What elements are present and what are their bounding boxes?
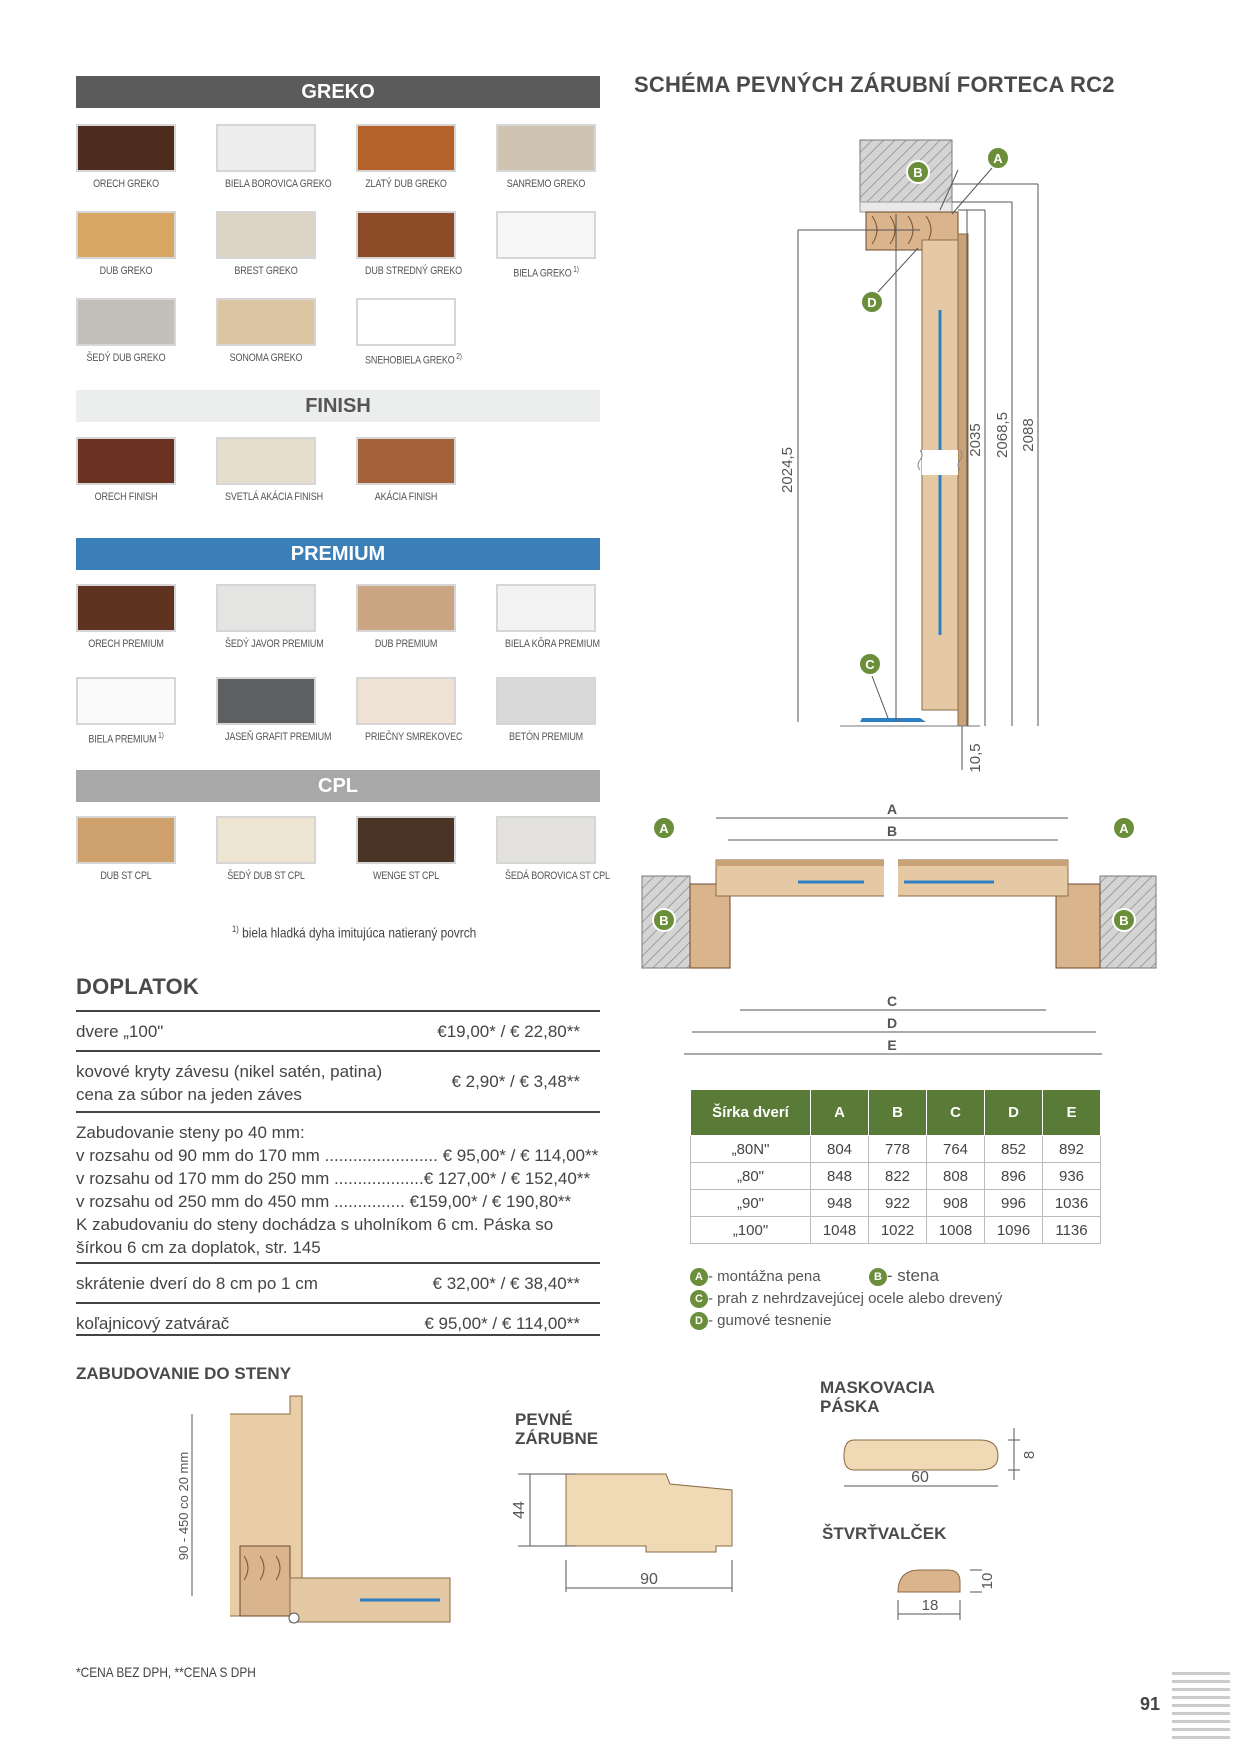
swatch-label: SONOMA GREKO xyxy=(229,352,303,364)
legend-c-key: C xyxy=(690,1290,708,1308)
swatch-chip xyxy=(496,124,596,172)
finish-header: FINISH xyxy=(76,390,600,422)
swatch-label: ŠEDÝ DUB ST CPL xyxy=(227,870,305,882)
table-header: D xyxy=(985,1090,1043,1136)
maskovacia-height: 8 xyxy=(1021,1450,1038,1460)
schema-title: SCHÉMA PEVNÝCH ZÁRUBNÍ FORTECA RC2 xyxy=(634,72,1115,97)
horizontal-section-diagram xyxy=(640,788,1160,1068)
swatch-chip xyxy=(76,211,176,259)
legend-d-text: - gumové tesnenie xyxy=(708,1312,832,1330)
swatch-chip xyxy=(496,816,596,864)
swatch-chip xyxy=(356,298,456,346)
swatch-label: BIELA PREMIUM $^{1)}$ xyxy=(88,731,164,746)
page-decor-lines xyxy=(1172,1672,1230,1744)
svg-text:A: A xyxy=(1119,821,1129,836)
swatch-chip xyxy=(356,437,456,485)
frame-right xyxy=(1056,884,1100,968)
wall-section xyxy=(860,140,952,202)
swatch-label: SNEHOBIELA GREKO $^{2)}$ xyxy=(365,352,462,367)
swatch-label: ŠEDÝ JAVOR PREMIUM xyxy=(225,638,324,650)
svg-text:A: A xyxy=(993,151,1003,166)
swatch-chip xyxy=(76,437,176,485)
table-cell: 1048 xyxy=(811,1217,869,1244)
doplatok-bottom-rule xyxy=(76,1334,600,1336)
doplatok-row xyxy=(76,1050,600,1111)
table-cell: 822 xyxy=(869,1163,927,1190)
dim-c: C xyxy=(886,993,898,1009)
price-note: *CENA BEZ DPH, **CENA S DPH xyxy=(76,1664,256,1680)
swatch-chip xyxy=(216,124,316,172)
greko-swatch xyxy=(76,298,176,364)
fixed-frame-profile xyxy=(511,1460,756,1610)
frame-left xyxy=(690,884,730,968)
premium-swatch xyxy=(216,584,324,650)
swatch-label: DUB ST CPL xyxy=(100,870,152,882)
quarter-round-profile xyxy=(890,1554,1000,1624)
maskovacia-title xyxy=(820,1378,935,1416)
swatch-chip xyxy=(356,584,456,632)
doplatok-price: € 2,90* / € 3,48** xyxy=(451,1072,580,1091)
table-header: A xyxy=(811,1090,869,1136)
doplatok-row xyxy=(76,1010,600,1050)
cpl-swatch xyxy=(496,816,610,882)
swatch-label: DUB PREMIUM xyxy=(374,638,438,650)
swatch-chip xyxy=(76,124,176,172)
svg-text:B: B xyxy=(913,165,923,180)
premium-swatch xyxy=(216,677,332,743)
swatch-label: ŠEDÁ BOROVICA ST CPL xyxy=(505,870,610,882)
doplatok-row xyxy=(76,1262,600,1302)
dim-b: B xyxy=(886,823,898,839)
table-cell: 804 xyxy=(811,1136,869,1163)
premium-swatch xyxy=(496,584,600,650)
swatch-label: BETÓN PREMIUM xyxy=(508,731,584,743)
legend xyxy=(690,1266,1002,1330)
swatch-chip xyxy=(76,298,176,346)
greko-swatch xyxy=(356,211,462,277)
swatch-footnote-marker: 1) xyxy=(156,731,164,740)
wall-installation-diagram xyxy=(170,1396,460,1636)
greko-swatch xyxy=(76,211,176,277)
swatch-label: WENGE ST CPL xyxy=(372,870,440,882)
zabudovanie-title: ZABUDOVANIE DO STENY xyxy=(76,1364,292,1383)
premium-swatch xyxy=(356,677,463,743)
table-row xyxy=(691,1190,1101,1217)
swatch-footnote-marker: 2) xyxy=(454,352,462,361)
swatch-label: ŠEDÝ DUB GREKO xyxy=(86,352,166,364)
swatch-chip xyxy=(356,211,456,259)
finish-swatch xyxy=(76,437,176,503)
table-cell: „80N" xyxy=(691,1136,811,1163)
stvrt-height: 10 xyxy=(979,1572,996,1590)
premium-swatch xyxy=(76,584,176,650)
table-row xyxy=(691,1217,1101,1244)
legend-a-key: A xyxy=(690,1268,708,1286)
doplatok-item: skrátenie dverí do 8 cm po 1 cm xyxy=(76,1274,318,1293)
doplatok-price: € 95,00* / € 114,00** xyxy=(424,1314,580,1333)
table-cell: 1022 xyxy=(869,1217,927,1244)
table-cell: „90" xyxy=(691,1190,811,1217)
stvrtvalcek-title: ŠTVRŤVALČEK xyxy=(822,1524,947,1543)
table-cell: „80" xyxy=(691,1163,811,1190)
table-cell: 764 xyxy=(927,1136,985,1163)
swatch-footnote-marker: 1) xyxy=(571,265,579,274)
dim-e: E xyxy=(887,1037,897,1053)
swatch-chip xyxy=(356,124,456,172)
page-number: 91 xyxy=(1140,1694,1161,1714)
table-cell: 1036 xyxy=(1043,1190,1101,1217)
swatch-label: ORECH GREKO xyxy=(93,178,159,190)
maskovacia-width: 60 xyxy=(911,1469,929,1486)
finish-swatch xyxy=(216,437,323,503)
zabudovanie-dim: 90 - 450 co 20 mm xyxy=(176,1451,191,1561)
swatch-label: ORECH PREMIUM xyxy=(88,638,164,650)
table-row xyxy=(691,1136,1101,1163)
table-header: C xyxy=(927,1090,985,1136)
premium-swatch xyxy=(496,677,596,743)
swatch-label: DUB STREDNÝ GREKO xyxy=(365,265,462,277)
table-header: E xyxy=(1043,1090,1101,1136)
dim-2035: 2035 xyxy=(967,423,984,457)
pevne-height: 44 xyxy=(511,1501,528,1519)
swatch-label: DUB GREKO xyxy=(99,265,153,277)
greko-swatch xyxy=(216,124,332,190)
doplatok-price: € 32,00* / € 38,40** xyxy=(432,1274,580,1293)
table-header: B xyxy=(869,1090,927,1136)
dim-2088: 2088 xyxy=(1020,418,1037,452)
swatch-chip xyxy=(76,584,176,632)
swatch-chip xyxy=(216,437,316,485)
table-cell: 936 xyxy=(1043,1163,1101,1190)
swatch-chip xyxy=(216,298,316,346)
swatch-label: BREST GREKO xyxy=(234,265,298,277)
footnote-marker: 1) xyxy=(232,924,239,934)
doplatok-row xyxy=(76,1302,600,1334)
doplatok-item: koľajnicový zatvárač xyxy=(76,1314,230,1333)
maskovacia-title-line1: MASKOVACIA xyxy=(820,1378,935,1397)
greko-swatch xyxy=(356,298,462,367)
doplatok-item: Zabudovanie steny po 40 mm: v rozsahu od 90 mm do 170 mm ........................ € 95,00* / € 114,00** v rozsahu od 170 mm do 250 mm ...................€ 127,00* / € 152,40** v rozsahu od 250 mm do 450 mm ............... €159,00* / € 190,80** K zabudovaniu do steny dochádza s uholníkom 6 cm. Páska so šírkou 6 cm za doplatok, str. 145 xyxy=(76,1123,599,1257)
doplatok-row xyxy=(76,1111,600,1262)
premium-swatch xyxy=(76,677,176,746)
svg-text:A: A xyxy=(659,821,669,836)
swatch-chip xyxy=(356,816,456,864)
dim-2068-5: 2068,5 xyxy=(994,412,1011,458)
legend-b-text: - stena xyxy=(886,1266,939,1285)
threshold xyxy=(860,718,926,722)
svg-text:B: B xyxy=(659,913,669,928)
swatch-label: SVETLÁ AKÁCIA FINISH xyxy=(225,491,323,503)
legend-b-key: B xyxy=(869,1268,887,1286)
premium-header: PREMIUM xyxy=(76,538,600,570)
pevne-width: 90 xyxy=(640,1571,658,1588)
table-cell: 1008 xyxy=(927,1217,985,1244)
legend-d-key: D xyxy=(690,1312,708,1330)
swatch-label: JASEŇ GRAFIT PREMIUM xyxy=(225,731,332,743)
legend-c-text: - prah z nehrdzavejúcej ocele alebo drevený xyxy=(708,1290,1003,1308)
vertical-section-diagram xyxy=(780,130,1110,780)
swatch-label: BIELA BOROVICA GREKO xyxy=(225,178,332,190)
greko-swatch xyxy=(496,211,596,280)
swatch-label: ZLATÝ DUB GREKO xyxy=(365,178,447,190)
swatch-label: SANREMO GREKO xyxy=(506,178,586,190)
maskovacia-title-line2: PÁSKA xyxy=(820,1397,880,1416)
greko-swatch xyxy=(216,211,316,277)
table-cell: 852 xyxy=(985,1136,1043,1163)
dim-2024-5: 2024,5 xyxy=(779,447,796,493)
table-cell: 808 xyxy=(927,1163,985,1190)
swatch-chip xyxy=(496,584,596,632)
doplatok-title: DOPLATOK xyxy=(76,974,200,999)
doplatok-item: kovové kryty závesu (nikel satén, patina) cena za súbor na jeden záves xyxy=(76,1062,383,1104)
table-cell: 996 xyxy=(985,1190,1043,1217)
pevne-title-line2: ZÁRUBNE xyxy=(515,1429,599,1448)
table-cell: 848 xyxy=(811,1163,869,1190)
swatch-chip xyxy=(496,677,596,725)
cpl-swatch xyxy=(216,816,316,882)
swatch-label: BIELA GREKO $^{1)}$ xyxy=(513,265,579,280)
palette-footnote xyxy=(232,924,476,941)
greko-swatch xyxy=(356,124,456,190)
masking-strip-profile xyxy=(840,1420,1040,1490)
doplatok-price: €19,00* / € 22,80** xyxy=(437,1022,580,1041)
swatch-label: BIELA KÔRA PREMIUM xyxy=(505,638,600,650)
swatch-label: AKÁCIA FINISH xyxy=(374,491,438,503)
table-header: Šírka dverí xyxy=(691,1090,811,1136)
dimension-table xyxy=(690,1089,1101,1244)
swatch-chip xyxy=(356,677,456,725)
dim-a: A xyxy=(886,801,898,817)
swatch-label: PRIEČNY SMREKOVEC xyxy=(365,731,463,743)
table-cell: 1096 xyxy=(985,1217,1043,1244)
svg-text:B: B xyxy=(1119,913,1129,928)
swatch-label: ORECH FINISH xyxy=(94,491,158,503)
table-row xyxy=(691,1163,1101,1190)
dim-10-5: 10,5 xyxy=(967,743,984,773)
greko-swatch xyxy=(216,298,316,364)
greko-swatch xyxy=(76,124,176,190)
dim-d: D xyxy=(886,1015,898,1031)
table-cell: 896 xyxy=(985,1163,1043,1190)
doplatok-item: dvere „100" xyxy=(76,1022,164,1041)
table-cell: „100" xyxy=(691,1217,811,1244)
table-cell: 948 xyxy=(811,1190,869,1217)
cpl-swatch xyxy=(356,816,456,882)
svg-text:D: D xyxy=(867,295,877,310)
swatch-chip xyxy=(76,677,176,725)
premium-swatch xyxy=(356,584,456,650)
table-cell: 908 xyxy=(927,1190,985,1217)
pevne-title-line1: PEVNÉ xyxy=(515,1410,573,1429)
swatch-chip xyxy=(496,211,596,259)
cpl-swatch xyxy=(76,816,176,882)
swatch-chip xyxy=(216,211,316,259)
swatch-chip xyxy=(216,677,316,725)
stvrt-width: 18 xyxy=(921,1597,939,1614)
svg-text:C: C xyxy=(865,657,875,672)
table-cell: 778 xyxy=(869,1136,927,1163)
table-cell: 1136 xyxy=(1043,1217,1101,1244)
footnote-text: biela hladká dyha imitujúca natieraný povrch xyxy=(242,924,477,941)
greko-swatch xyxy=(496,124,596,190)
greko-header: GREKO xyxy=(76,76,600,108)
pevne-title xyxy=(515,1410,598,1448)
swatch-chip xyxy=(216,816,316,864)
swatch-chip xyxy=(216,584,316,632)
table-cell: 922 xyxy=(869,1190,927,1217)
cpl-header: CPL xyxy=(76,770,600,802)
foam-strip xyxy=(860,202,952,212)
swatch-chip xyxy=(76,816,176,864)
finish-swatch xyxy=(356,437,456,503)
legend-a-text: - montážna pena xyxy=(708,1268,821,1285)
table-cell: 892 xyxy=(1043,1136,1101,1163)
